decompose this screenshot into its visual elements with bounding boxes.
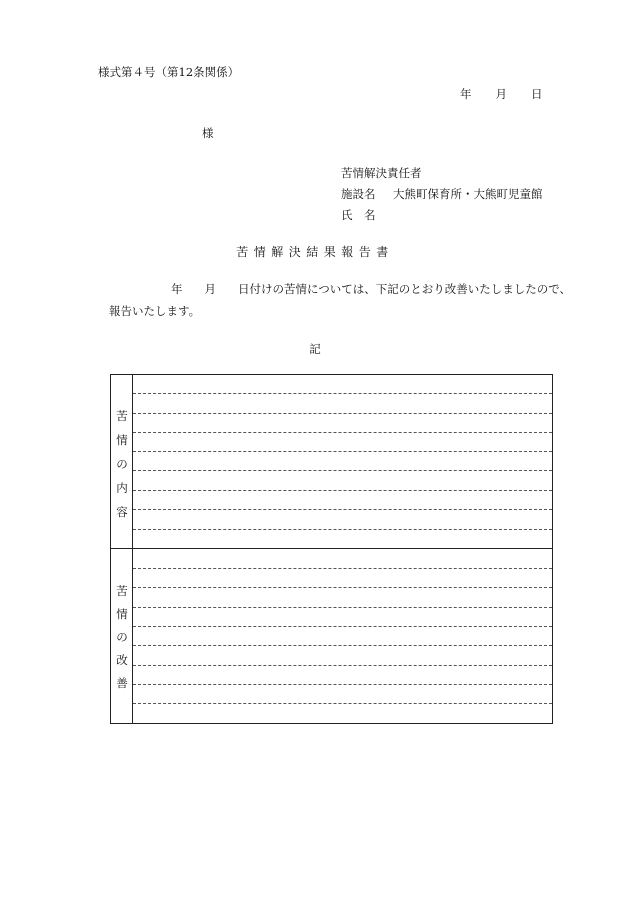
body-line-1	[171, 281, 571, 297]
complaint-improvement-section	[111, 549, 552, 724]
ruled-line	[133, 626, 552, 627]
sender-block	[341, 163, 543, 226]
label-char: 改	[116, 653, 128, 667]
ruled-line	[133, 393, 552, 394]
complaint-content-section	[111, 375, 552, 549]
date-month-label: 月	[495, 87, 507, 101]
date-line	[460, 86, 543, 102]
ruled-line	[133, 451, 552, 452]
facility-label: 施設名	[341, 187, 376, 201]
facility-value: 大熊町保育所・大熊町児童館	[393, 187, 543, 201]
ruled-line	[133, 490, 552, 491]
label-char: 善	[116, 676, 128, 690]
document-title: 苦情解決結果報告書	[236, 245, 394, 259]
ruled-line	[133, 703, 552, 704]
label-char: 内	[116, 481, 128, 495]
ruled-line	[133, 607, 552, 608]
label-char: 苦	[116, 409, 128, 423]
facility-row	[341, 184, 543, 205]
body-line1-text: 日付けの苦情については、下記のとおり改善いたしましたので、	[238, 282, 572, 296]
date-year-label: 年	[460, 87, 472, 101]
label-char: の	[116, 630, 128, 644]
addressee-suffix: 様	[202, 126, 214, 140]
body-line-2: 報告いたします。	[109, 304, 201, 318]
body-month: 月	[204, 282, 216, 296]
ruled-line	[133, 684, 552, 685]
ruled-line	[133, 587, 552, 588]
label-char: 情	[116, 607, 128, 621]
ruled-line	[133, 470, 552, 471]
ki-mark: 記	[309, 342, 321, 356]
report-table	[110, 374, 553, 724]
date-day-label: 日	[531, 87, 543, 101]
complaint-improvement-label	[111, 549, 133, 724]
ruled-line	[133, 509, 552, 510]
ruled-line	[133, 413, 552, 414]
body-year: 年	[171, 282, 183, 296]
label-char: 情	[116, 433, 128, 447]
complaint-improvement-writing-area[interactable]	[133, 549, 552, 724]
ruled-line	[133, 645, 552, 646]
ruled-line	[133, 529, 552, 530]
complaint-content-label	[111, 375, 133, 548]
form-number: 様式第４号（第12条関係）	[98, 65, 240, 79]
sender-title: 苦情解決責任者	[341, 166, 422, 180]
label-char: の	[116, 457, 128, 471]
ruled-line	[133, 665, 552, 666]
ruled-line	[133, 432, 552, 433]
ruled-line	[133, 568, 552, 569]
label-char: 容	[116, 505, 128, 519]
complaint-content-writing-area[interactable]	[133, 375, 552, 548]
name-label: 氏 名	[341, 208, 376, 222]
label-char: 苦	[116, 584, 128, 598]
